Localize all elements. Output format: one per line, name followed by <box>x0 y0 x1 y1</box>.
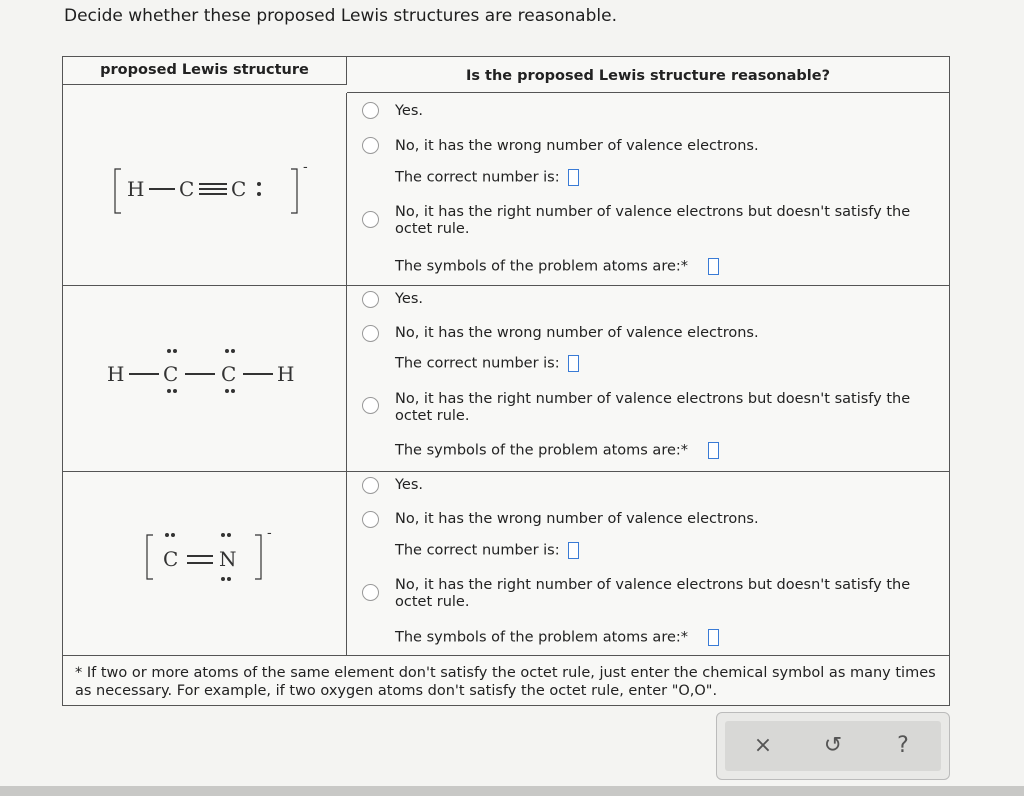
option-octet-3[interactable]: No, it has the right number of valence electrons but doesn't satisfy the octet rule. <box>395 577 911 610</box>
symbols-label-2: The symbols of the problem atoms are:* <box>395 442 689 459</box>
atom-h2: H <box>277 362 295 386</box>
structure-cell-1 <box>63 93 347 285</box>
option-octet-2[interactable]: No, it has the right number of valence electrons but doesn't satisfy the octet rule. <box>395 391 911 424</box>
radio-octet-3[interactable] <box>362 584 379 601</box>
octet-footnote: * If two or more atoms of the same element don't satisfy the octet rule, just enter the chemical symbol as many times as necessary. For example, if two oxygen atoms don't satisfy the octet rule, enter "O,O". <box>63 655 949 708</box>
atom-c: C <box>163 547 179 571</box>
close-icon[interactable]: × <box>753 733 773 758</box>
option-yes-3[interactable]: Yes. <box>395 477 424 493</box>
correct-number-input-2[interactable] <box>568 355 579 372</box>
radio-yes-3[interactable] <box>362 477 379 494</box>
symbols-label-1: The symbols of the problem atoms are:* <box>395 258 689 275</box>
radio-wrong-2[interactable] <box>362 325 379 342</box>
symbols-label-3: The symbols of the problem atoms are:* <box>395 629 689 646</box>
option-yes-1[interactable]: Yes. <box>395 103 424 119</box>
option-octet-1[interactable]: No, it has the right number of valence electrons but doesn't satisfy the octet rule. <box>395 204 911 237</box>
radio-wrong-1[interactable] <box>362 137 379 154</box>
symbols-input-3[interactable] <box>708 629 719 646</box>
structure-cell-2 <box>63 285 347 471</box>
option-yes-2[interactable]: Yes. <box>395 291 424 307</box>
correct-number-row-2 <box>395 355 579 373</box>
symbols-row-3 <box>395 629 719 647</box>
answer-toolbar <box>716 712 950 780</box>
symbols-input-1[interactable] <box>708 258 719 275</box>
charge-sign: - <box>267 526 272 541</box>
atom-h1: H <box>107 362 125 386</box>
correct-number-input-1[interactable] <box>568 169 579 186</box>
charge-sign: - <box>303 160 308 175</box>
lewis-structure-ethyne-radical <box>63 285 347 471</box>
atom-c1: C <box>163 362 179 386</box>
bottom-strip <box>0 786 1024 796</box>
atom-c1: C <box>179 177 195 201</box>
option-wrong-3[interactable]: No, it has the wrong number of valence electrons. <box>395 511 759 527</box>
radio-yes-1[interactable] <box>362 102 379 119</box>
correct-number-label-3: The correct number is: <box>395 542 560 559</box>
undo-icon[interactable]: ↺ <box>823 733 843 758</box>
help-icon[interactable]: ? <box>897 733 909 758</box>
header-reasonable: Is the proposed Lewis structure reasonable? <box>347 57 949 93</box>
lewis-table <box>62 56 950 706</box>
symbols-input-2[interactable] <box>708 442 719 459</box>
radio-yes-2[interactable] <box>362 291 379 308</box>
atom-h: H <box>127 177 145 201</box>
symbols-row-1 <box>395 258 719 276</box>
question-row-1 <box>63 93 949 286</box>
lewis-structure-cyanide <box>63 471 347 655</box>
atom-c2: C <box>231 177 247 201</box>
structure-cell-3 <box>63 471 347 655</box>
correct-number-row-3 <box>395 542 579 560</box>
atom-c2: C <box>221 362 237 386</box>
lewis-structure-acetylide <box>63 93 347 285</box>
correct-number-label-2: The correct number is: <box>395 355 560 372</box>
header-structure: proposed Lewis structure <box>63 57 347 85</box>
radio-wrong-3[interactable] <box>362 511 379 528</box>
correct-number-label-1: The correct number is: <box>395 169 560 186</box>
question-row-3 <box>63 471 949 655</box>
option-wrong-2[interactable]: No, it has the wrong number of valence electrons. <box>395 325 759 341</box>
page-title: Decide whether these proposed Lewis structures are reasonable. <box>64 6 617 26</box>
option-wrong-1[interactable]: No, it has the wrong number of valence electrons. <box>395 138 759 154</box>
correct-number-row-1 <box>395 169 579 187</box>
question-row-2 <box>63 285 949 472</box>
radio-octet-1[interactable] <box>362 211 379 228</box>
radio-octet-2[interactable] <box>362 397 379 414</box>
correct-number-input-3[interactable] <box>568 542 579 559</box>
symbols-row-2 <box>395 442 719 460</box>
atom-n: N <box>219 547 237 571</box>
